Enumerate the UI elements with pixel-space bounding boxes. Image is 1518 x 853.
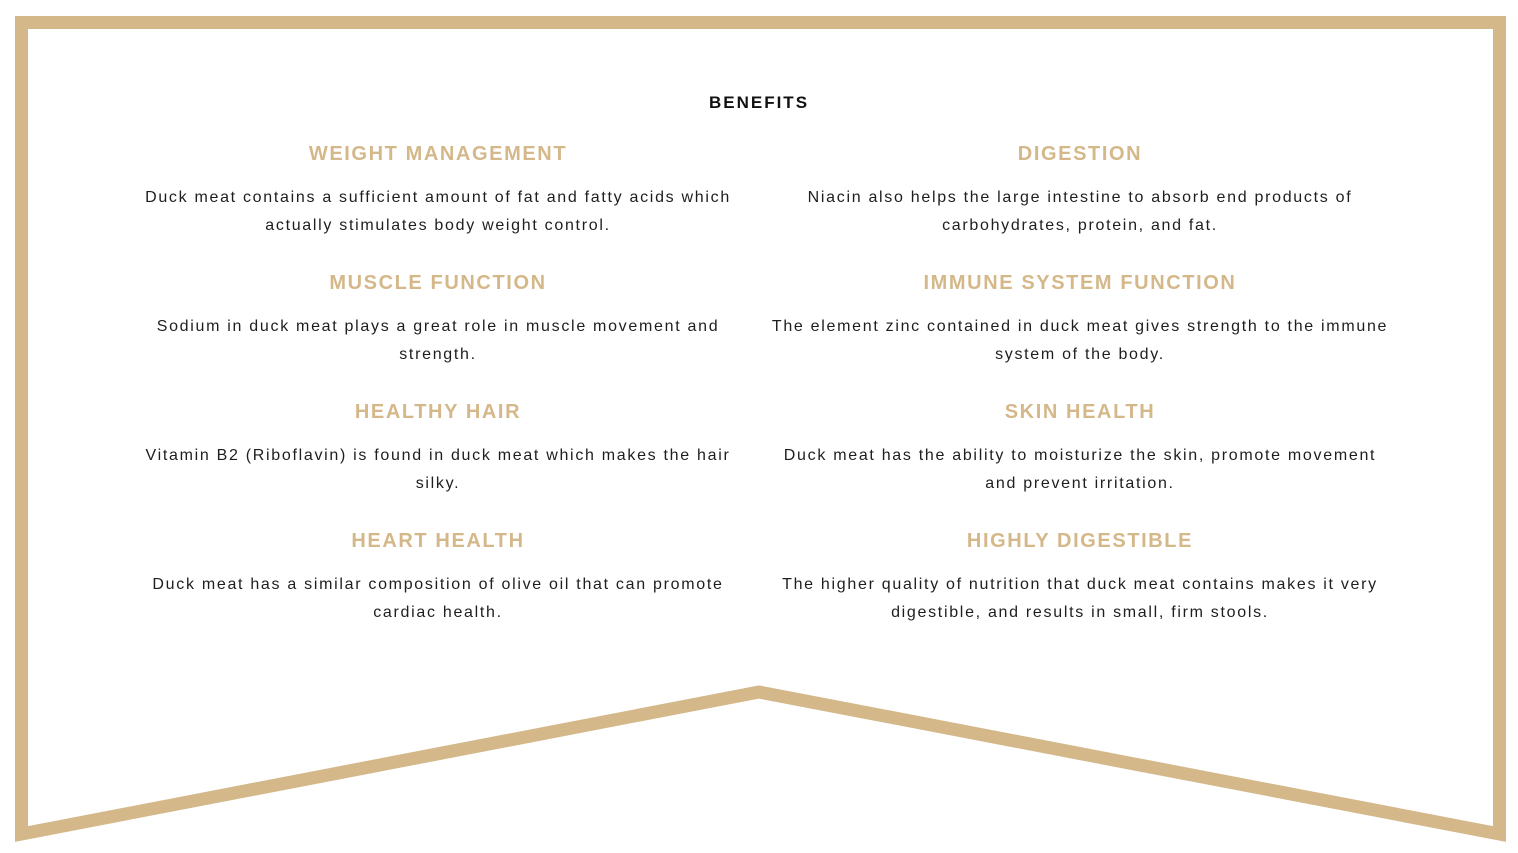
benefit-title: DIGESTION — [1017, 143, 1143, 165]
benefit-text: Vitamin B2 (Riboflavin) is found in duck meat which makes the hair silky. — [145, 447, 731, 492]
benefit-title: HIGHLY DIGESTIBLE — [966, 530, 1194, 552]
benefit-weight-management — [118, 142, 758, 240]
benefit-text: Duck meat has the ability to moisturize the skin, promote movement and prevent irritation. — [783, 447, 1377, 492]
benefit-digestion — [760, 142, 1400, 240]
benefit-heart-health — [118, 529, 758, 627]
benefit-text: Duck meat has a similar composition of olive oil that can promote cardiac health. — [152, 576, 724, 621]
benefit-skin-health — [760, 400, 1400, 498]
benefit-title: HEALTHY HAIR — [354, 401, 522, 423]
section-title: BENEFITS — [708, 93, 810, 112]
benefit-text: Sodium in duck meat plays a great role in muscle movement and strength. — [156, 318, 720, 363]
benefit-text: Niacin also helps the large intestine to absorb end products of carbohydrates, protein, and fat. — [807, 189, 1353, 234]
benefit-title: SKIN HEALTH — [1004, 401, 1156, 423]
benefit-title: WEIGHT MANAGEMENT — [308, 143, 568, 165]
benefit-title: IMMUNE SYSTEM FUNCTION — [923, 272, 1237, 294]
benefit-title: HEART HEALTH — [351, 530, 525, 552]
benefit-title: MUSCLE FUNCTION — [329, 272, 547, 294]
benefit-highly-digestible — [760, 529, 1400, 627]
benefit-muscle-function — [118, 271, 758, 369]
benefit-text: The element zinc contained in duck meat gives strength to the immune system of the body. — [771, 318, 1389, 363]
benefit-text: Duck meat contains a sufficient amount of fat and fatty acids which actually stimulates body weight control. — [145, 189, 731, 234]
benefit-text: The higher quality of nutrition that duck meat contains makes it very digestible, and results in small, firm stools. — [782, 576, 1378, 621]
benefit-immune-system-function — [760, 271, 1400, 369]
benefit-healthy-hair — [118, 400, 758, 498]
